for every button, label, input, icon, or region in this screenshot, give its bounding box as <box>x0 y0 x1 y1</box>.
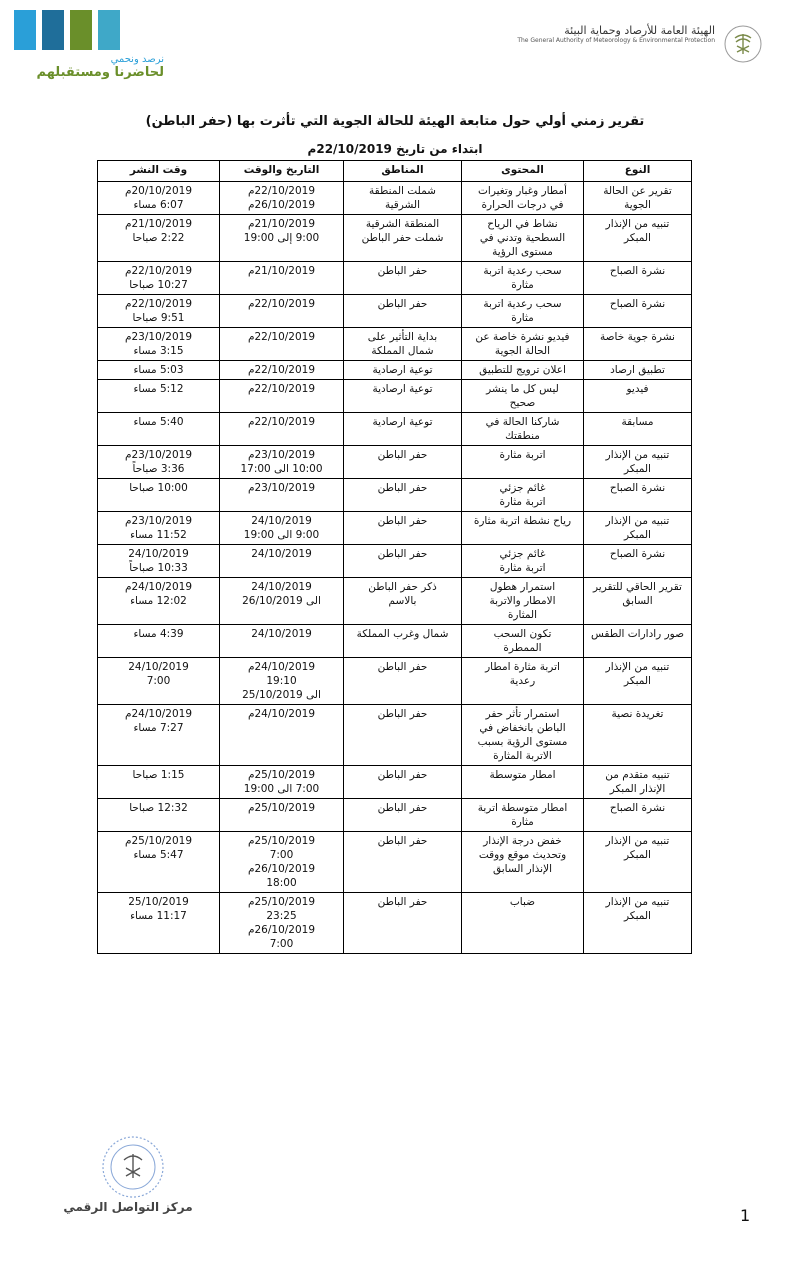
table-cell: توعية ارصادية <box>344 361 462 380</box>
table-body <box>98 182 692 954</box>
table-cell: 25/10/2019م 7:00 الى 19:00 <box>220 766 344 799</box>
table-cell: 23/10/2019م 11:52 مساء <box>98 512 220 545</box>
table-cell: نشرة الصباح <box>584 479 692 512</box>
table-header-row <box>98 161 692 182</box>
table-cell: حفر الباطن <box>344 512 462 545</box>
table-cell: 22/10/2019م 26/10/2019م <box>220 182 344 215</box>
logo-block-icon <box>98 10 120 50</box>
table-row <box>98 578 692 625</box>
logo-tagline: نرصد ونحمي <box>110 54 164 65</box>
table-cell: 24/10/2019 الى 26/10/2019 <box>220 578 344 625</box>
table-cell: 5:12 مساء <box>98 380 220 413</box>
table-cell: حفر الباطن <box>344 295 462 328</box>
table-cell: أمطار وغبار وتغيرات في درجات الحرارة <box>462 182 584 215</box>
table-cell: 25/10/2019م 5:47 مساء <box>98 832 220 893</box>
table-cell: سحب رعدية اتربة مثارة <box>462 295 584 328</box>
table-cell: تنبيه من الإنذار المبكر <box>584 658 692 705</box>
table-cell: 24/10/2019م 19:10 الى 25/10/2019 <box>220 658 344 705</box>
table-cell: 24/10/2019م <box>220 705 344 766</box>
table-cell: 22/10/2019م 9:51 صباحا <box>98 295 220 328</box>
table-row <box>98 658 692 705</box>
table-cell: توعية ارصادية <box>344 413 462 446</box>
table-cell: حفر الباطن <box>344 545 462 578</box>
table-cell: توعية ارصادية <box>344 380 462 413</box>
table-cell: بداية التأثير على شمال المملكة <box>344 328 462 361</box>
table-cell: تنبيه متقدم من الإنذار المبكر <box>584 766 692 799</box>
digital-center-seal-icon <box>96 1132 170 1202</box>
column-header: النوع <box>584 161 692 182</box>
table-row <box>98 625 692 658</box>
page-number: 1 <box>740 1206 751 1225</box>
table-row <box>98 512 692 545</box>
table-cell: حفر الباطن <box>344 766 462 799</box>
table-row <box>98 361 692 380</box>
table-cell: امطار متوسطة اتربة مثارة <box>462 799 584 832</box>
table-cell: نشرة الصباح <box>584 799 692 832</box>
table-cell: 25/10/2019 11:17 مساء <box>98 893 220 954</box>
table-cell: تنبيه من الإنذار المبكر <box>584 893 692 954</box>
table-cell: تقرير الحاقي للتقرير السابق <box>584 578 692 625</box>
table-cell: نشاط في الرياح السطحية وتدني في مستوى الرؤية <box>462 215 584 262</box>
table-row <box>98 893 692 954</box>
table-cell: اتربة مثارة <box>462 446 584 479</box>
table-cell: نشرة جوية خاصة <box>584 328 692 361</box>
column-header: وقت النشر <box>98 161 220 182</box>
logo-block-icon <box>14 10 36 50</box>
table-cell: حفر الباطن <box>344 832 462 893</box>
table-cell: المنطقة الشرقية شملت حفر الباطن <box>344 215 462 262</box>
table-row <box>98 262 692 295</box>
table-cell: خفض درجة الإنذار وتحديث موقع ووقت الإنذار السابق <box>462 832 584 893</box>
table-cell: 25/10/2019م 7:00 26/10/2019م 18:00 <box>220 832 344 893</box>
table-cell: 22/10/2019م <box>220 380 344 413</box>
table-row <box>98 479 692 512</box>
table-cell: حفر الباطن <box>344 262 462 295</box>
table-cell: فيديو <box>584 380 692 413</box>
table-cell: مسابقة <box>584 413 692 446</box>
table-cell: 22/10/2019م 10:27 صباحا <box>98 262 220 295</box>
table-cell: ضباب <box>462 893 584 954</box>
footer-center-name: مركز التواصل الرقمي <box>63 1200 193 1214</box>
table-cell: تكون السحب الممطرة <box>462 625 584 658</box>
column-header: التاريخ والوقت <box>220 161 344 182</box>
table-cell: تغريدة نصية <box>584 705 692 766</box>
table-cell: 22/10/2019م <box>220 295 344 328</box>
logo-block-icon <box>70 10 92 50</box>
table-cell: 23/10/2019م 3:36 صباحاً <box>98 446 220 479</box>
table-cell: استمرار هطول الامطار والاتربة المثارة <box>462 578 584 625</box>
table-cell: غائم جزئي اتربة مثارة <box>462 479 584 512</box>
table-cell: فيديو نشرة خاصة عن الحالة الجوية <box>462 328 584 361</box>
table-row <box>98 446 692 479</box>
table-cell: حفر الباطن <box>344 446 462 479</box>
table-cell: 1:15 صباحا <box>98 766 220 799</box>
table-cell: تطبيق ارصاد <box>584 361 692 380</box>
palm-emblem-icon <box>723 24 763 64</box>
table-cell: صور رادارات الطقس <box>584 625 692 658</box>
document-title: تقرير زمني أولي حول متابعة الهيئة للحالة الجوية التي تأثرت بها (حفر الباطن) <box>145 114 645 129</box>
table-cell: 21/10/2019م <box>220 262 344 295</box>
table-cell: 4:39 مساء <box>98 625 220 658</box>
table-cell: ذكر حفر الباطن بالاسم <box>344 578 462 625</box>
table-row <box>98 705 692 766</box>
table-row <box>98 545 692 578</box>
table-cell: تقرير عن الحالة الجوية <box>584 182 692 215</box>
table-cell: حفر الباطن <box>344 893 462 954</box>
logo-slogan: لحاضرنا ومستقبلهم <box>36 65 164 80</box>
table-cell: 23/10/2019م 10:00 الى 17:00 <box>220 446 344 479</box>
document-subtitle: ابتداء من تاريخ 22/10/2019م <box>307 142 483 156</box>
vision-logo <box>14 10 174 90</box>
table-cell: شملت المنطقة الشرقية <box>344 182 462 215</box>
table-cell: 22/10/2019م <box>220 413 344 446</box>
table-cell: حفر الباطن <box>344 479 462 512</box>
table-cell: 24/10/2019 9:00 الى 19:00 <box>220 512 344 545</box>
table-cell: 22/10/2019م <box>220 328 344 361</box>
timeline-table <box>97 160 692 954</box>
table-cell: 22/10/2019م <box>220 361 344 380</box>
org-name-english: The General Authority of Meteorology & Environmental Protection <box>517 37 715 44</box>
table-row <box>98 832 692 893</box>
table-row <box>98 182 692 215</box>
table-row <box>98 766 692 799</box>
table-cell: نشرة الصباح <box>584 545 692 578</box>
table-cell: 24/10/2019 <box>220 545 344 578</box>
table-cell: تنبيه من الإنذار المبكر <box>584 446 692 479</box>
table-cell: شاركنا الحالة في منطقتك <box>462 413 584 446</box>
table-cell: شمال وغرب المملكة <box>344 625 462 658</box>
table-cell: حفر الباطن <box>344 705 462 766</box>
table-cell: تنبيه من الإنذار المبكر <box>584 512 692 545</box>
org-logo <box>513 24 763 74</box>
table-cell: نشرة الصباح <box>584 295 692 328</box>
table-row <box>98 215 692 262</box>
table-cell: 12:32 صباحا <box>98 799 220 832</box>
table-cell: رياح نشطة اتربة مثارة <box>462 512 584 545</box>
table-cell: حفر الباطن <box>344 658 462 705</box>
table-row <box>98 380 692 413</box>
table-cell: 21/10/2019م 2:22 صباحا <box>98 215 220 262</box>
table-cell: حفر الباطن <box>344 799 462 832</box>
table-cell: اعلان ترويج للتطبيق <box>462 361 584 380</box>
table-row <box>98 799 692 832</box>
table-cell: تنبيه من الإنذار المبكر <box>584 832 692 893</box>
table-cell: 23/10/2019م 3:15 مساء <box>98 328 220 361</box>
table-cell: 20/10/2019م 6:07 مساء <box>98 182 220 215</box>
table-cell: 24/10/2019 10:33 صباحاً <box>98 545 220 578</box>
table-cell: استمرار تأثر حفر الباطن بانخفاض في مستوى الرؤية بسبب الاتربة المثارة <box>462 705 584 766</box>
table-cell: 10:00 صباحا <box>98 479 220 512</box>
table-cell: 5:40 مساء <box>98 413 220 446</box>
org-name-arabic: الهيئة العامة للأرصاد وحماية البيئة <box>564 24 715 37</box>
table-cell: تنبيه من الإنذار المبكر <box>584 215 692 262</box>
table-cell: 25/10/2019م <box>220 799 344 832</box>
table-cell: سحب رعدية اتربة مثارة <box>462 262 584 295</box>
table-cell: 24/10/2019 <box>220 625 344 658</box>
logo-color-blocks <box>14 10 174 50</box>
table-cell: نشرة الصباح <box>584 262 692 295</box>
table-row <box>98 295 692 328</box>
column-header: المناطق <box>344 161 462 182</box>
table-cell: اتربة مثارة امطار رعدية <box>462 658 584 705</box>
table-cell: 24/10/2019م 12:02 مساء <box>98 578 220 625</box>
table-cell: 21/10/2019م 9:00 إلى 19:00 <box>220 215 344 262</box>
table-cell: 23/10/2019م <box>220 479 344 512</box>
table-row <box>98 328 692 361</box>
table-cell: ليس كل ما ينشر صحيح <box>462 380 584 413</box>
table-cell: غائم جزئي اتربة مثارة <box>462 545 584 578</box>
table-cell: امطار متوسطة <box>462 766 584 799</box>
column-header: المحتوى <box>462 161 584 182</box>
table-cell: 5:03 مساء <box>98 361 220 380</box>
table-row <box>98 413 692 446</box>
logo-block-icon <box>42 10 64 50</box>
table-cell: 25/10/2019م 23:25 26/10/2019م 7:00 <box>220 893 344 954</box>
table-cell: 24/10/2019م 7:27 مساء <box>98 705 220 766</box>
table-cell: 24/10/2019 7:00 <box>98 658 220 705</box>
